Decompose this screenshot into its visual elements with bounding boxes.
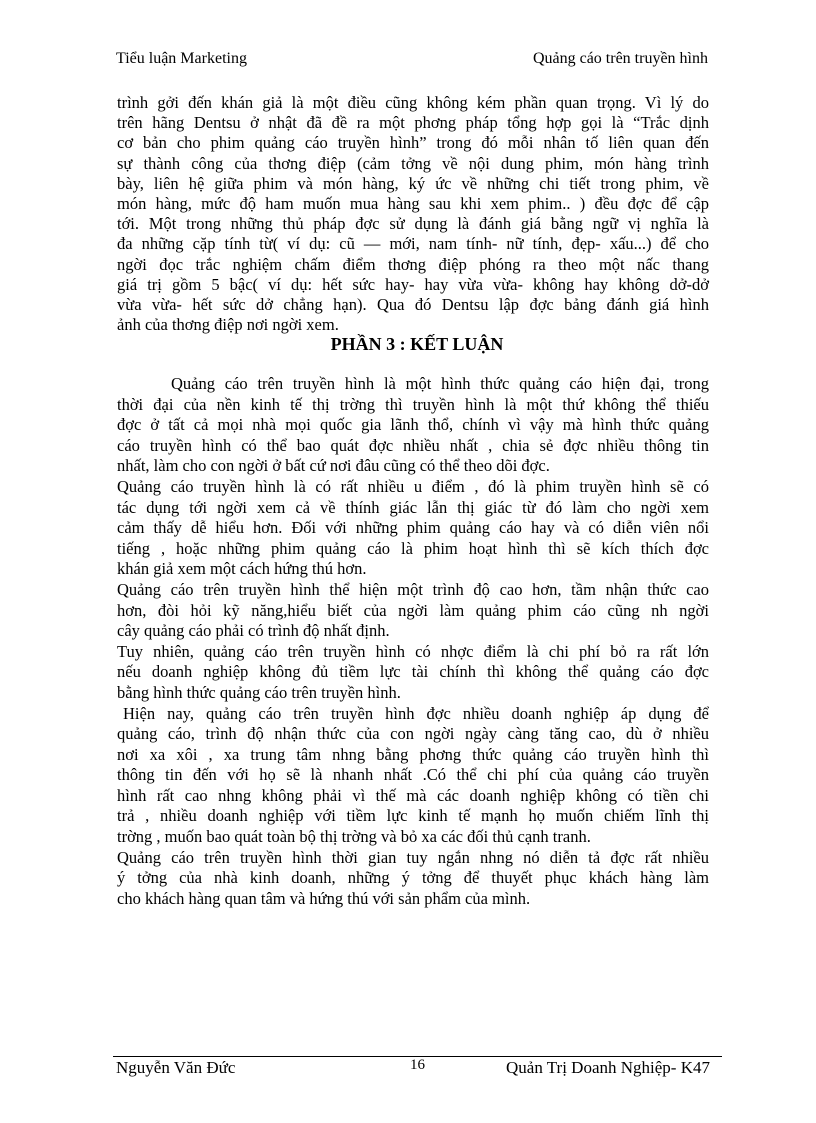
text-line: ảnh của thơng điệp nơi ngời xem. [117,315,339,335]
text-line: cây quảng cáo phải có trình độ nhất định. [117,621,390,641]
text-line: Quảng cáo truyền hình là có rất nhiều u điểm , đó là phim truyền hình sẽ có [117,476,709,496]
text-line: tới. Một trong những thủ pháp đợc sử dụng là đánh giá bằng ngữ vị nghĩa là [117,214,709,234]
text-line: tác dụng tới ngời xem cả về thính giác lẫn thị giác từ đó làm cho ngời xem [117,497,709,517]
text-line: trờng , muốn bao quát toàn bộ thị trờng và bỏ xa các đối thủ cạnh tranh. [117,827,591,847]
text-line: Quảng cáo trên truyền hình thể hiện một trình độ cao hơn, tầm nhận thức cao [117,579,709,599]
text-line: tiếng , hoặc những phim quảng cáo là phim hoạt hình thì sẽ kích thích đợc [117,538,709,558]
text-line: trình gởi đến khán giả là một điều cũng không kém phần quan trọng. Vì lý do [117,93,709,112]
text-line: ý tởng của nhà kinh doanh, những ý tởng để thuyết phục khách hàng làm [117,868,709,888]
text-line: nơi xa xôi , xa trung tâm nhng bằng phơng thức quảng cáo truyền hình thì [117,744,709,764]
text-line: Hiện nay, quảng cáo trên truyền hình đợc nhiều doanh nghiệp áp dụng để [123,703,709,723]
text-line: nếu doanh nghiệp không đủ tiềm lực tài chính thì không thể quảng cáo đợc [117,662,709,682]
footer-author: Nguyễn Văn Đức [116,1058,236,1077]
text-line: bày, liên hệ giữa phim và món hàng, ký ức về những chi tiết trong phim, về [117,173,709,193]
text-line: hơn, đòi hỏi kỹ năng,hiểu biết của ngời làm quảng phim cáo cũng nh ngời [117,600,709,620]
text-line: nhất, làm cho con ngời ở bất cứ nơi đâu cũng có thể theo dõi đợc. [117,456,550,476]
text-line: cảm thấy dễ hiểu hơn. Đối với những phim quảng cáo hay và có diễn viên nổi [117,518,709,538]
text-line: cơ bản cho phim quảng cáo truyền hình” trong đó mỗi nhân tố liên quan đến [117,133,709,153]
text-line: Quảng cáo trên truyền hình là một hình thức quảng cáo hiện đại, trong [171,374,709,393]
text-line: sự thành công của thơng điệp (cảm tởng về nội dung phim, món hàng trình [117,153,709,173]
text-line: Quảng cáo trên truyền hình thời gian tuy ngắn nhng nó diễn tả đợc rất nhiều [117,847,709,867]
footer-department: Quản Trị Doanh Nghiệp- K47 [506,1058,710,1077]
text-line: trả , nhiều doanh nghiệp với tiềm lực kinh tế mạnh họ muốn chiếm lĩnh thị [117,806,709,826]
text-line: Tuy nhiên, quảng cáo trên truyền hình có nhợc điểm là chi phí bỏ ra rất lớn [117,641,709,661]
page-number: 16 [410,1057,425,1073]
header-right-title: Quảng cáo trên truyền hình [532,50,708,67]
text-line: vừa vừa- hết sức dở chẳng hạn). Qua đó Dentsu lập đợc bảng đánh giá hình [117,294,709,314]
text-line: thông tin đến với họ sẽ là nhanh nhất .Có thể chi phí của quảng cáo truyền [117,765,709,785]
text-line: thời đại của nền kinh tế thị trờng thì truyền hình là một thứ không thể thiếu [117,394,709,414]
text-line: quảng cáo, trình độ nhận thức của con ngời ngày càng tăng cao, dù ở nhiều [117,724,709,744]
conclusion-section [117,374,709,909]
section-heading: PHẦN 3 : KẾT LUẬN [330,334,504,354]
text-line: ngời đọc trắc nghiệm chấm điểm thơng điệp phóng ra theo một nấc thang [117,254,709,274]
text-line: giá trị gồm 5 bậc( ví dụ: hết sức hay- hay vừa vừa- không hay không dở-dở [117,274,709,294]
header-left-title: Tiểu luận Marketing [116,50,247,67]
text-line: đa những cặp tính từ( ví dụ: cũ — mới, nam tính- nữ tính, đẹp- xấu...) để cho [117,234,709,254]
text-line: món hàng, mức độ ham muốn mua hàng sau khi xem phim.. ) đều đợc để cập [117,193,709,213]
text-line: hình rất cao nhng không phải vì thế mà các doanh nghiệp không có tiền chi [117,785,709,805]
text-line: cáo truyền hình có thể bao quát đợc nhiều nhất , chia sẻ đợc nhiều thông tin [117,435,709,455]
text-line: cho khách hàng quan tâm và hứng thú với sản phẩm của mình. [117,888,531,908]
text-line: đợc ở tất cả mọi nhà mọi quốc gia lãnh thổ, chính vì vậy mà hình thức quảng [117,415,709,435]
intro-paragraph [117,93,709,335]
text-line: khán giả xem một cách hứng thú hơn. [117,559,367,579]
text-line: bằng hình thức quảng cáo trên truyền hình. [117,682,401,702]
text-line: trên hãng Dentsu ở nhật đã đề ra một phơng pháp tổng hợp gọi là “Trắc dịnh [117,113,709,133]
